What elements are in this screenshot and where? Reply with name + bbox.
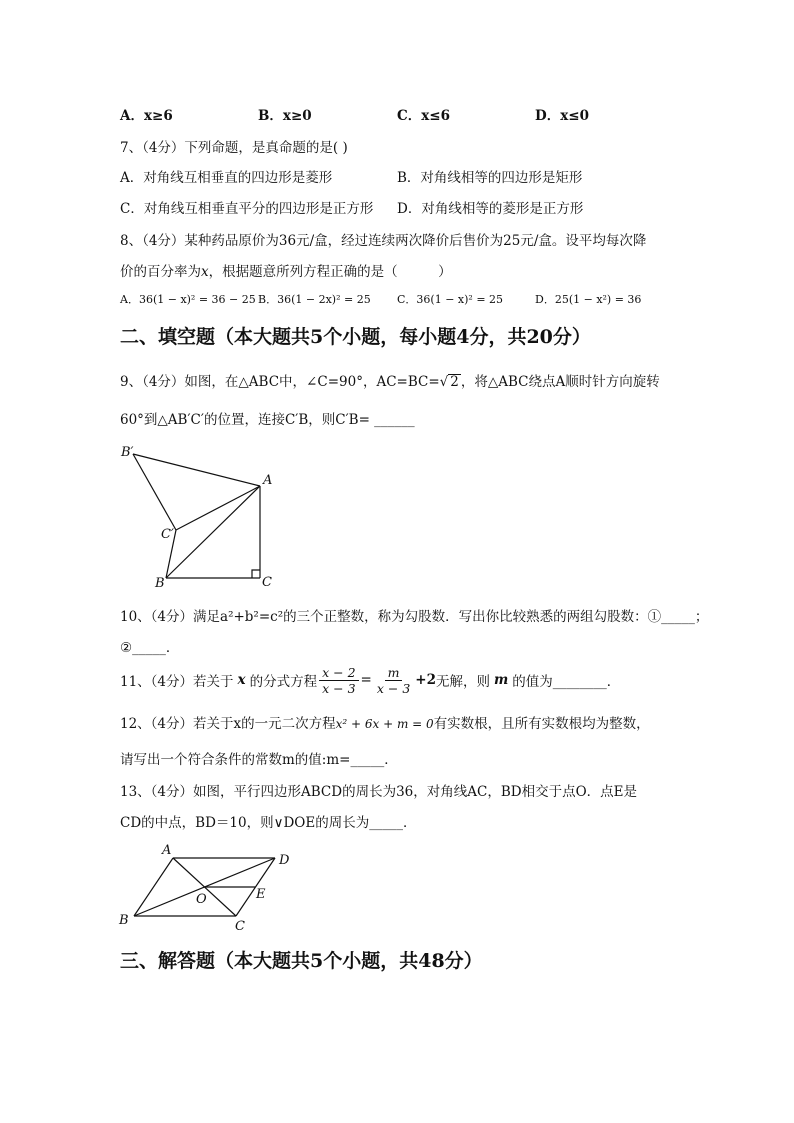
q8-option-d-text: D．25(1 − x²) = 36 [535,293,642,306]
label-b: B [155,576,165,591]
q10-stem-line2: ②_____． [120,640,180,656]
q11-fraction-left-denominator: x − 3 [322,680,356,696]
q6-option-c: C．x≤6 [397,108,450,124]
label-b-prime: B′ [121,445,134,460]
q12-stem-line1 [120,712,650,732]
section-2-heading: 二、填空题（本大题共5个小题，每小题4分，共20分） [120,326,591,348]
q11-fraction-right-denominator: x − 3 [376,680,411,696]
q6-option-d: D．x≤0 [535,108,589,124]
q9-stem-text-b: ，将△ABC绕点A顺时针方向旋转 [460,374,660,390]
q6-option-a: A．x≥6 [120,108,173,124]
segment-bprime-cprime [133,454,176,530]
q8-option-b [258,291,371,307]
q8-stem-text-b: ，根据题意所列方程正确的是（ ） [208,264,452,280]
q7-option-c: C．对角线互相垂直平分的四边形是正方形 [120,201,374,217]
segment-b-a [166,486,260,578]
q8-stem-line2 [120,260,452,280]
label-c: C [262,575,272,590]
q12-stem-text-a: 12、（4分）若关于x的一元二次方程 [120,716,336,732]
q12-equation: x² + 6x + m = 0 [335,717,434,731]
q11-stem [120,664,620,696]
q11-text-post1: 无解，则 [436,674,490,690]
q11-equals: = [360,672,372,688]
q8-option-b-text: B．36(1 − 2x)² = 25 [258,293,371,306]
q11-fraction-left-numerator: x − 2 [319,665,358,681]
q8-option-c [397,291,503,307]
section-3-heading: 三、解答题（本大题共5个小题，共48分） [120,950,483,972]
q11-fraction-right-numerator: m [385,665,403,681]
q13-parallelogram-figure [110,838,310,938]
label-b: B [119,913,129,928]
right-angle-mark [252,570,260,578]
q11-variable-m: m [494,672,509,688]
q11-text-mid: 的分式方程 [249,674,318,690]
segment-a-b [134,858,173,916]
label-e: E [256,887,266,902]
segment-bprime-a [133,454,260,486]
q9-stem-text-a: 9、（4分）如图，在△ABC中，∠C=90°，AC=BC= [120,374,440,390]
sqrt-sign: √ [439,374,449,390]
q12-stem-text-b: 有实数根，且所有实数根均为整数， [433,716,650,732]
q8-option-d [535,291,641,307]
q7-option-d: D．对角线相等的菱形是正方形 [397,201,584,217]
q6-option-b: B．x≥0 [258,108,312,124]
q12-stem-line2: 请写出一个符合条件的常数m的值:m=_____． [120,752,398,768]
q11-plus-two: +2 [415,672,436,688]
q11-text-pre: 11、（4分）若关于 [120,674,234,690]
q11-fraction-right [374,665,413,696]
q10-stem-line1: 10、（4分）满足a²+b²=c²的三个正整数，称为勾股数．写出你比较熟悉的两组勾股数：①_____； [120,609,709,625]
q7-stem: 7、（4分）下列命题，是真命题的是( ) [120,140,348,156]
q8-option-a-text: A．36(1 − x)² = 36 − 25 [120,293,256,306]
q7-option-a: A．对角线互相垂直的四边形是菱形 [120,170,333,186]
q9-stem-line1 [120,370,660,390]
q13-stem-line2: CD的中点，BD＝10，则∨DOE的周长为_____． [120,815,417,831]
sqrt-radicand: 2 [450,374,459,390]
label-c: C [235,919,245,934]
q9-triangle-figure [110,440,290,592]
label-o: O [196,892,207,907]
q9-stem-line2: 60°到△AB′C′的位置，连接C′B，则C′B= ______ [120,412,415,428]
q8-stem-line1: 8、（4分）某种药品原价为36元/盒，经过连续两次降价后售价为25元/盒。设平均每次降 [120,233,647,249]
q8-option-a [120,291,256,307]
q13-stem-line1: 13、（4分）如图，平行四边形ABCD的周长为36，对角线AC，BD相交于点O．点E是 [120,784,638,800]
q7-option-b: B．对角线相等的四边形是矩形 [397,170,583,186]
q8-stem-text-a: 价的百分率为 [120,264,201,280]
q11-text-post2: 的值为________． [512,674,621,690]
q8-option-c-text: C．36(1 − x)² = 25 [397,293,504,306]
q11-fraction-left [319,665,358,696]
q8-variable: x [201,264,209,280]
label-a: A [162,843,172,858]
segment-cprime-a [176,486,260,530]
label-a: A [263,473,273,488]
q11-variable-x: x [237,672,246,688]
label-c-prime: C′ [161,527,174,542]
label-d: D [279,853,290,868]
